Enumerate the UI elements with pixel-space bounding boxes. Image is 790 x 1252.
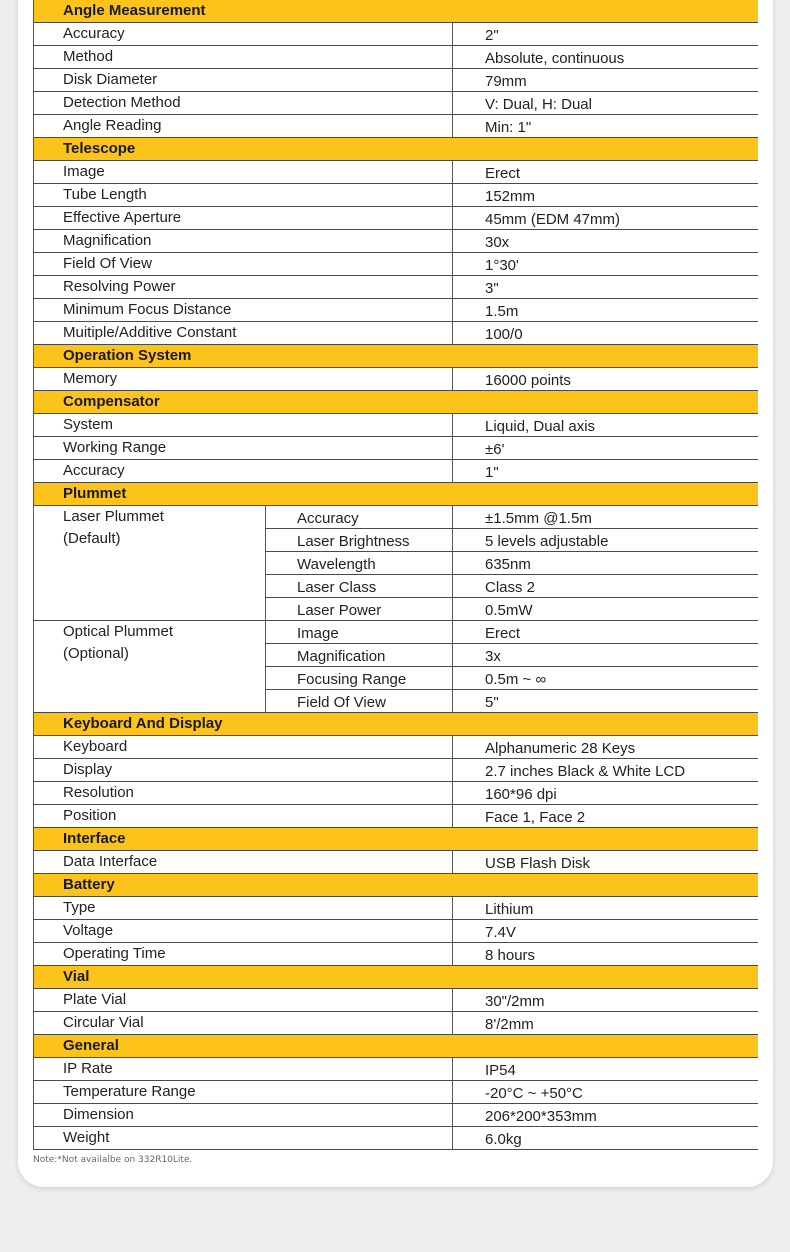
plummet-group-laser-plummet <box>34 506 758 621</box>
column-divider <box>452 1104 453 1126</box>
column-divider <box>452 207 453 229</box>
spec-label: Keyboard <box>63 738 128 755</box>
spec-value: 79mm <box>485 73 527 90</box>
spec-row-field-of-view <box>266 690 758 713</box>
spec-label: Resolving Power <box>63 278 176 295</box>
column-divider <box>452 989 453 1011</box>
spec-label: Operating Time <box>63 945 166 962</box>
group-label-line: (Default) <box>63 530 121 547</box>
spec-row-circular-vial <box>34 1012 758 1035</box>
spec-label: Angle Reading <box>63 117 162 134</box>
column-divider <box>452 230 453 252</box>
spec-row-temperature-range <box>34 1081 758 1104</box>
section-header-keyboard-and-display <box>34 713 758 736</box>
spec-row-voltage <box>34 920 758 943</box>
spec-value: USB Flash Disk <box>485 855 591 872</box>
spec-row-effective-aperture <box>34 207 758 230</box>
spec-value: 8 hours <box>485 947 536 964</box>
section-title: Telescope <box>63 140 136 157</box>
column-divider <box>452 1058 453 1080</box>
spec-value: Erect <box>485 625 521 642</box>
spec-label: Temperature Range <box>63 1083 196 1100</box>
section-header-angle-measurement <box>34 0 758 23</box>
section-title: Keyboard And Display <box>63 715 223 732</box>
column-divider <box>452 805 453 827</box>
spec-label: Tube Length <box>63 186 147 203</box>
spec-row-position <box>34 805 758 828</box>
column-divider <box>452 161 453 183</box>
group-label-line: Optical Plummet <box>63 623 174 640</box>
spec-row-working-range <box>34 437 758 460</box>
spec-row-detection-method <box>34 92 758 115</box>
spec-label: Display <box>63 761 113 778</box>
spec-label: System <box>63 416 114 433</box>
spec-value: Lithium <box>485 901 534 918</box>
spec-value: 5 levels adjustable <box>485 533 609 550</box>
spec-value: ±1.5mm @1.5m <box>485 510 592 527</box>
column-divider <box>452 69 453 91</box>
section-title: Vial <box>63 968 90 985</box>
spec-label: Image <box>297 625 339 642</box>
spec-label: Type <box>63 899 96 916</box>
column-divider <box>452 1127 453 1149</box>
spec-row-laser-brightness <box>266 529 758 552</box>
spec-label: Magnification <box>297 648 386 665</box>
spec-label: Muitiple/Additive Constant <box>63 324 237 341</box>
spec-row-operating-time <box>34 943 758 966</box>
spec-value: 45mm (EDM 47mm) <box>485 211 621 228</box>
column-divider <box>452 690 453 713</box>
column-divider <box>452 115 453 137</box>
column-divider <box>452 414 453 436</box>
spec-row-data-interface <box>34 851 758 874</box>
column-divider <box>452 667 453 689</box>
column-divider <box>452 529 453 551</box>
section-header-interface <box>34 828 758 851</box>
spec-label: Working Range <box>63 439 167 456</box>
spec-row-accuracy <box>266 506 758 529</box>
spec-value: ±6' <box>485 441 505 458</box>
spec-label: Detection Method <box>63 94 181 111</box>
spec-row-focusing-range <box>266 667 758 690</box>
spec-table <box>33 0 758 1150</box>
spec-label: Laser Class <box>297 579 377 596</box>
section-header-battery <box>34 874 758 897</box>
section-title: Battery <box>63 876 115 893</box>
sub-table <box>265 621 758 713</box>
spec-value: IP54 <box>485 1062 516 1079</box>
column-divider <box>452 437 453 459</box>
column-divider <box>452 253 453 275</box>
spec-label: Disk Diameter <box>63 71 158 88</box>
column-divider <box>452 276 453 298</box>
section-title: Interface <box>63 830 126 847</box>
spec-label: Circular Vial <box>63 1014 144 1031</box>
section-header-vial <box>34 966 758 989</box>
spec-label: Accuracy <box>297 510 359 527</box>
column-divider <box>452 506 453 528</box>
spec-label: Field Of View <box>297 694 386 711</box>
spec-row-laser-class <box>266 575 758 598</box>
spec-label: Dimension <box>63 1106 134 1123</box>
spec-label: Accuracy <box>63 25 125 42</box>
spec-value: Face 1, Face 2 <box>485 809 586 826</box>
column-divider <box>452 575 453 597</box>
section-header-telescope <box>34 138 758 161</box>
spec-label: Data Interface <box>63 853 158 870</box>
column-divider <box>452 46 453 68</box>
spec-label: Minimum Focus Distance <box>63 301 232 318</box>
spec-value: Class 2 <box>485 579 536 596</box>
spec-value: 2.7 inches Black & White LCD <box>485 763 686 780</box>
spec-value: 160*96 dpi <box>485 786 557 803</box>
spec-row-keyboard <box>34 736 758 759</box>
spec-label: Accuracy <box>63 462 125 479</box>
spec-value: 1°30' <box>485 257 519 274</box>
spec-row-image <box>266 621 758 644</box>
spec-label: Magnification <box>63 232 152 249</box>
spec-label: IP Rate <box>63 1060 113 1077</box>
spec-label: Wavelength <box>297 556 376 573</box>
spec-value: Liquid, Dual axis <box>485 418 596 435</box>
spec-row-display <box>34 759 758 782</box>
section-title: Compensator <box>63 393 160 410</box>
spec-value: 2" <box>485 27 499 44</box>
column-divider <box>452 322 453 344</box>
spec-row-resolving-power <box>34 276 758 299</box>
spec-row-plate-vial <box>34 989 758 1012</box>
spec-value: 6.0kg <box>485 1131 522 1148</box>
spec-value: 16000 points <box>485 372 571 389</box>
spec-row-accuracy <box>34 460 758 483</box>
spec-value: 7.4V <box>485 924 516 941</box>
spec-row-accuracy <box>34 23 758 46</box>
spec-label: Plate Vial <box>63 991 127 1008</box>
spec-value: Min: 1" <box>485 119 532 136</box>
column-divider <box>452 92 453 114</box>
spec-value: 206*200*353mm <box>485 1108 597 1125</box>
spec-row-weight <box>34 1127 758 1150</box>
spec-value: 152mm <box>485 188 536 205</box>
spec-label: Method <box>63 48 114 65</box>
spec-label: Laser Power <box>297 602 382 619</box>
spec-label: Image <box>63 163 105 180</box>
spec-label: Resolution <box>63 784 134 801</box>
spec-value: 100/0 <box>485 326 523 343</box>
spec-value: V: Dual, H: Dual <box>485 96 592 113</box>
column-divider <box>452 184 453 206</box>
section-header-plummet <box>34 483 758 506</box>
spec-row-type <box>34 897 758 920</box>
column-divider <box>452 851 453 873</box>
spec-value: 5" <box>485 694 499 711</box>
column-divider <box>452 598 453 621</box>
spec-row-tube-length <box>34 184 758 207</box>
column-divider <box>452 943 453 965</box>
spec-row-laser-power <box>266 598 758 621</box>
group-label <box>63 506 164 550</box>
spec-row-resolution <box>34 782 758 805</box>
section-title: Plummet <box>63 485 127 502</box>
spec-row-field-of-view <box>34 253 758 276</box>
plummet-group-optical-plummet <box>34 621 758 713</box>
spec-value: Absolute, continuous <box>485 50 625 67</box>
group-label-line: (Optional) <box>63 645 129 662</box>
group-label-line: Laser Plummet <box>63 508 164 525</box>
section-title: Operation System <box>63 347 192 364</box>
column-divider <box>452 368 453 390</box>
spec-value: 635nm <box>485 556 531 573</box>
column-divider <box>452 621 453 643</box>
column-divider <box>452 782 453 804</box>
spec-value: -20°C ~ +50°C <box>485 1085 583 1102</box>
spec-value: 30"/2mm <box>485 993 545 1010</box>
spec-value: 8'/2mm <box>485 1016 534 1033</box>
spec-row-image <box>34 161 758 184</box>
section-title: Angle Measurement <box>63 2 206 19</box>
spec-row-minimum-focus-distance <box>34 299 758 322</box>
spec-row-magnification <box>34 230 758 253</box>
group-label <box>63 621 173 665</box>
spec-value: 3x <box>485 648 501 665</box>
section-header-general <box>34 1035 758 1058</box>
column-divider <box>452 644 453 666</box>
spec-value: 1" <box>485 464 499 481</box>
column-divider <box>452 920 453 942</box>
column-divider <box>452 759 453 781</box>
spec-label: Voltage <box>63 922 114 939</box>
spec-row-disk-diameter <box>34 69 758 92</box>
spec-value: 0.5mW <box>485 602 533 619</box>
spec-value: 30x <box>485 234 510 251</box>
section-header-compensator <box>34 391 758 414</box>
section-title: General <box>63 1037 119 1054</box>
column-divider <box>452 1081 453 1103</box>
section-header-operation-system <box>34 345 758 368</box>
spec-label: Focusing Range <box>297 671 407 688</box>
spec-value: 0.5m ~ ∞ <box>485 671 547 688</box>
spec-row-angle-reading <box>34 115 758 138</box>
spec-row-dimension <box>34 1104 758 1127</box>
spec-value: Erect <box>485 165 521 182</box>
column-divider <box>452 1012 453 1034</box>
spec-label: Effective Aperture <box>63 209 182 226</box>
spec-value: Alphanumeric 28 Keys <box>485 740 636 757</box>
spec-row-magnification <box>266 644 758 667</box>
spec-row-wavelength <box>266 552 758 575</box>
spec-value: 3" <box>485 280 499 297</box>
spec-label: Position <box>63 807 117 824</box>
spec-row-muitiple-additive-constant <box>34 322 758 345</box>
spec-label: Weight <box>63 1129 110 1146</box>
column-divider <box>452 897 453 919</box>
column-divider <box>452 299 453 321</box>
spec-label: Laser Brightness <box>297 533 410 550</box>
column-divider <box>452 736 453 758</box>
spec-row-ip-rate <box>34 1058 758 1081</box>
spec-row-method <box>34 46 758 69</box>
spec-label: Memory <box>63 370 118 387</box>
spec-label: Field Of View <box>63 255 152 272</box>
column-divider <box>452 23 453 45</box>
spec-row-memory <box>34 368 758 391</box>
spec-value: 1.5m <box>485 303 519 320</box>
footnote: Note:*Not availalbe on 332R10Lite. <box>33 1155 193 1165</box>
column-divider <box>452 460 453 482</box>
column-divider <box>452 552 453 574</box>
sub-table <box>265 506 758 621</box>
spec-row-system <box>34 414 758 437</box>
